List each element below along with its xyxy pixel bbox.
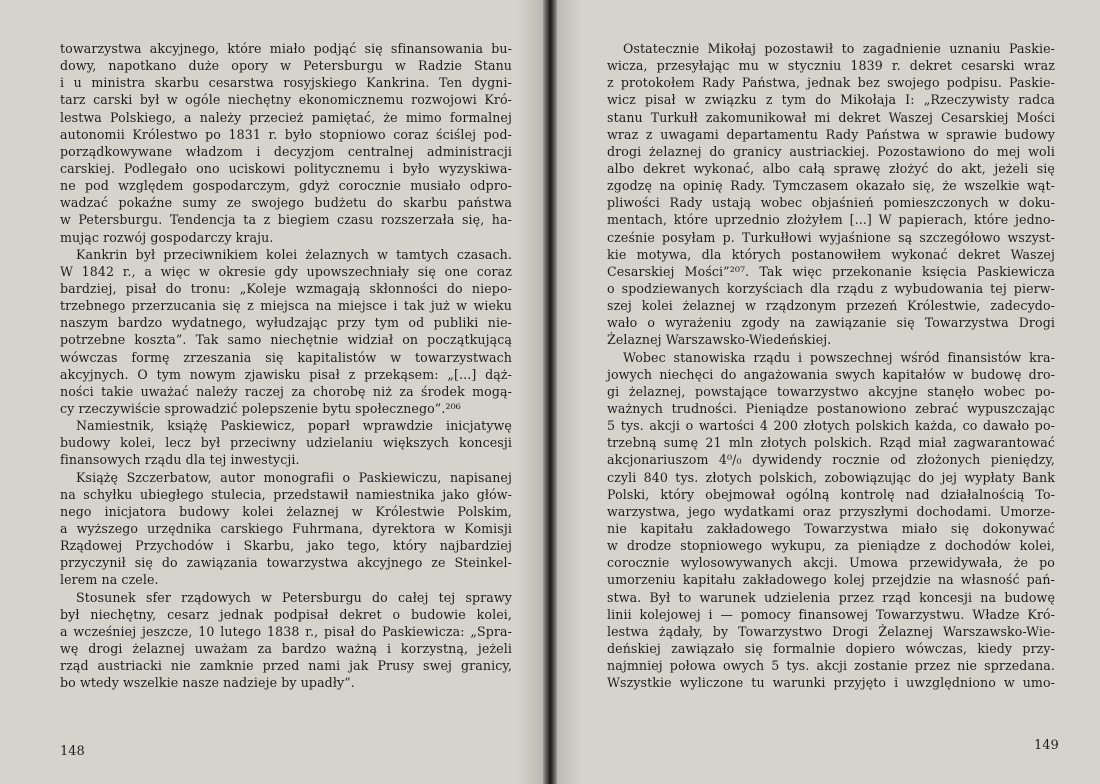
text-line: porządkowywane władzom i decyzjom centralnej administracji — [60, 143, 512, 159]
left-page-number: 148 — [60, 744, 85, 759]
text-line: mując rozwój gospodarczy kraju. — [60, 229, 274, 245]
text-line: 5 tys. akcji o wartości 4 200 złotych polskich każda, co dawało po- — [607, 418, 1055, 434]
right-page — [557, 0, 1100, 784]
text-line: w Petersburgu. Tendencja ta z biegiem czasu rozszerzała się, ha- — [60, 212, 512, 228]
text-line: stwa. Był to warunek udzielenia przez rząd koncesji na budowę — [607, 589, 1055, 605]
text-line: był niechętny, cesarz jednak podpisał dekret o budowie kolei, — [60, 606, 512, 622]
text-line: a wcześniej jeszcze, 10 lutego 1838 r., pisał do Paskiewicza: „Spra- — [60, 623, 512, 639]
text-line: akcjonariuszom 4⁰/₀ dywidendy rocznie od złożonych pieniędzy, — [607, 452, 1055, 468]
text-line: gi żelaznej, powstające towarzystwo akcyjne stanęło wobec po- — [607, 383, 1055, 399]
text-line: wało o wyrażeniu zgody na zawiązanie się Towarzystwa Drogi — [607, 315, 1055, 331]
text-line: W 1842 r., a więc w okresie gdy upowszechniały się one coraz — [60, 263, 512, 279]
text-line: wadzać pokaźne sumy ze swojego budżetu do skarbu państwa — [60, 195, 512, 211]
text-line: Wszystkie wyliczone tu warunki przyjęto i uwzględniono w umo- — [607, 675, 1055, 691]
text-line: towarzystwa akcyjnego, które miało podjąć się sfinansowania bu- — [60, 41, 512, 56]
text-line: ne pod względem gospodarczym, gdyż corocznie musiało odpro- — [60, 178, 512, 194]
text-line: albo dekret wykonać, albo całą sprawę złożyć do akt, jeżeli się — [607, 160, 1055, 176]
text-line: Rządowej Przychodów i Skarbu, jako tego, który najbardziej — [60, 538, 512, 554]
text-line: finansowych rządu dla tej inwestycji. — [60, 452, 300, 468]
text-line: a wyższego urzędnika carskiego Fuhrmana, dyrektora w Komisji — [60, 520, 512, 536]
text-line: lestwa żądały, by Towarzystwo Drogi Żelaznej Warszawsko-Wie- — [607, 623, 1055, 639]
text-line: autonomii Królestwo po 1831 r. było stopniowo coraz ściślej pod- — [60, 126, 512, 142]
left-page-text — [60, 40, 512, 691]
text-line: Książę Szczerbatow, autor monografii o Paskiewiczu, napisanej — [76, 469, 512, 485]
text-line: z protokołem Rady Państwa, jednak bez swojego podpisu. Paskie- — [607, 75, 1055, 91]
text-line: deńskiej zawiązało się formalnie dopiero wówczas, kiedy przy- — [607, 640, 1055, 656]
text-line: zgodzę na opinię Rady. Tymczasem okazało się, że wszelkie wąt- — [607, 178, 1055, 194]
left-page-shadow — [517, 0, 543, 784]
text-line: stanu Turkułł zakomunikował mi dekret Waszej Cesarskiej Mości — [607, 109, 1055, 125]
right-page-shadow — [557, 0, 583, 784]
text-line: rząd austriacki nie zamknie przed nami jak Prusy swej granicy, — [60, 658, 512, 674]
text-line: warzystwa, jego wydatkami oraz przyszłymi dochodami. Umorze- — [607, 503, 1055, 519]
right-page-text — [607, 40, 1055, 691]
text-line: trzebnego przerzucania się z miejsca na miejsce i tak już w wieku — [60, 298, 512, 314]
text-line: nie kapitału zakładowego Towarzystwa miało się dokonywać — [607, 520, 1055, 536]
text-line: bardziej, pisał do tronu: „Koleje wzmagają skłonności do niepo- — [60, 280, 512, 296]
text-line: przyczynił się do zawiązania towarzystwa akcyjnego ze Steinkel- — [60, 555, 512, 571]
text-line: o spodziewanych korzyściach dla rządu z wybudowania tej pierw- — [607, 280, 1055, 296]
text-line: jowych niechęci do angażowania swych kapitałów w budowę dro- — [607, 366, 1055, 382]
text-line: akcyjnych. O tym nowym zjawisku pisał z przekąsem: „[...] dąż- — [60, 366, 512, 382]
text-line: wówczas formę zrzeszania się kapitalistów w towarzystwach — [60, 349, 512, 365]
text-line: Ostatecznie Mikołaj pozostawił to zagadnienie uznaniu Paskie- — [623, 41, 1055, 56]
text-line: wicz pisał w związku z tym do Mikołaja I: „Rzeczywisty radca — [607, 92, 1055, 108]
text-line: Żelaznej Warszawsko-Wiedeńskiej. — [607, 332, 832, 348]
text-line: kie motywa, dla których postanowiłem wykonać dekret Waszej — [607, 246, 1055, 262]
text-line: szej kolei żelaznej w rządzonym przezeń Królestwie, zadecydo- — [607, 298, 1055, 314]
text-line: Stosunek sfer rządowych w Petersburgu do całej tej sprawy — [76, 589, 512, 605]
text-line: cześnie posyłam p. Turkułłowi wyjaśnione są szczegółowo wszyst- — [607, 229, 1055, 245]
text-line: czyli 840 tys. złotych polskich, zobowiązując do jej wypłaty Bank — [607, 469, 1055, 485]
text-line: umorzeniu kapitału zakładowego kolej przejdzie na własność pań- — [607, 572, 1055, 588]
text-line: potrzebne koszta”. Tak samo niechętnie widział on początkującą — [60, 332, 512, 348]
text-line: Cesarskiej Mości”²⁰⁷. Tak więc przekonanie księcia Paskiewicza — [607, 263, 1055, 279]
text-line: naszym bardzo wydatnego, wyłudzając przy tym od publiki nie- — [60, 315, 512, 331]
text-line: cy rzeczywiście sprowadzić polepszenie bytu społecznego”.²⁰⁶ — [60, 400, 461, 416]
text-line: corocznie wylosowywanych akcji. Umowa przewidywała, że po — [607, 555, 1055, 571]
text-line: w drodze stopniowego wykupu, za pieniądze z dochodów kolei, — [607, 538, 1055, 554]
text-line: carskiej. Podlegało ono uciskowi politycznemu i było wyzyskiwa- — [60, 160, 512, 176]
text-line: lestwa Polskiego, a należy przecież pamiętać, że mimo formalnej — [60, 109, 512, 125]
text-line: tarz carski był w ogóle niechętny ekonomicznemu rozwojowi Kró- — [60, 92, 512, 108]
text-line: wicza, przesyłając mu w styczniu 1839 r. dekret cesarski wraz — [607, 58, 1055, 74]
text-line: na schyłku ubiegłego stulecia, przedstawił namiestnika jako głów- — [60, 486, 512, 502]
text-line: Wobec stanowiska rządu i powszechnej wśród finansistów kra- — [623, 349, 1055, 365]
text-line: nego inicjatora budowy kolei żelaznej w Królestwie Polskim, — [60, 503, 512, 519]
text-line: budowy kolei, lecz był przeciwny udzielaniu większych koncesji — [60, 435, 512, 451]
text-line: linii kolejowej i — pomocy finansowej Towarzystwu. Władze Kró- — [607, 606, 1055, 622]
right-page-number: 149 — [1034, 738, 1059, 753]
text-line: bo wtedy wszelkie nasze nadzieje by upadły”. — [60, 675, 355, 691]
book-gutter — [543, 0, 557, 784]
text-line: lerem na czele. — [60, 572, 159, 588]
text-line: najmniej połowa owych 5 tys. akcji zostanie przez nie sprzedana. — [607, 658, 1055, 674]
text-line: pliwości Rady ustają wobec objaśnień pomieszczonych w doku- — [607, 195, 1055, 211]
text-line: drogi żelaznej do granicy austriackiej. Pozostawiono do mej woli — [607, 143, 1055, 159]
text-line: wraz z uwagami departamentu Rady Państwa w sprawie budowy — [607, 126, 1055, 142]
text-line: Namiestnik, książę Paskiewicz, poparł wprawdzie inicjatywę — [76, 418, 512, 434]
text-line: Kankrin był przeciwnikiem kolei żelaznych w tamtych czasach. — [76, 246, 512, 262]
text-line: ważnych trudności. Pieniądze postanowiono zebrać wypuszczając — [607, 400, 1055, 416]
text-line: i u ministra skarbu cesarstwa rosyjskiego Kankrina. Ten dygni- — [60, 75, 512, 91]
left-page — [0, 0, 543, 784]
text-line: mentach, które uprzednio złożyłem [...] W papierach, które jedno- — [607, 212, 1055, 228]
text-line: wę drogi żelaznej uważam za bardzo ważną i korzystną, jeżeli — [60, 640, 512, 656]
text-line: ności takie uważać należy raczej za chorobę niż za środek mogą- — [60, 383, 512, 399]
text-line: trzebną sumę 21 mln złotych polskich. Rząd miał zagwarantować — [607, 435, 1055, 451]
text-line: dowy, napotkano duże opory w Petersburgu w Radzie Stanu — [60, 58, 512, 74]
text-line: Polski, który obejmował ogólną kontrolę nad działalnością To- — [607, 486, 1055, 502]
